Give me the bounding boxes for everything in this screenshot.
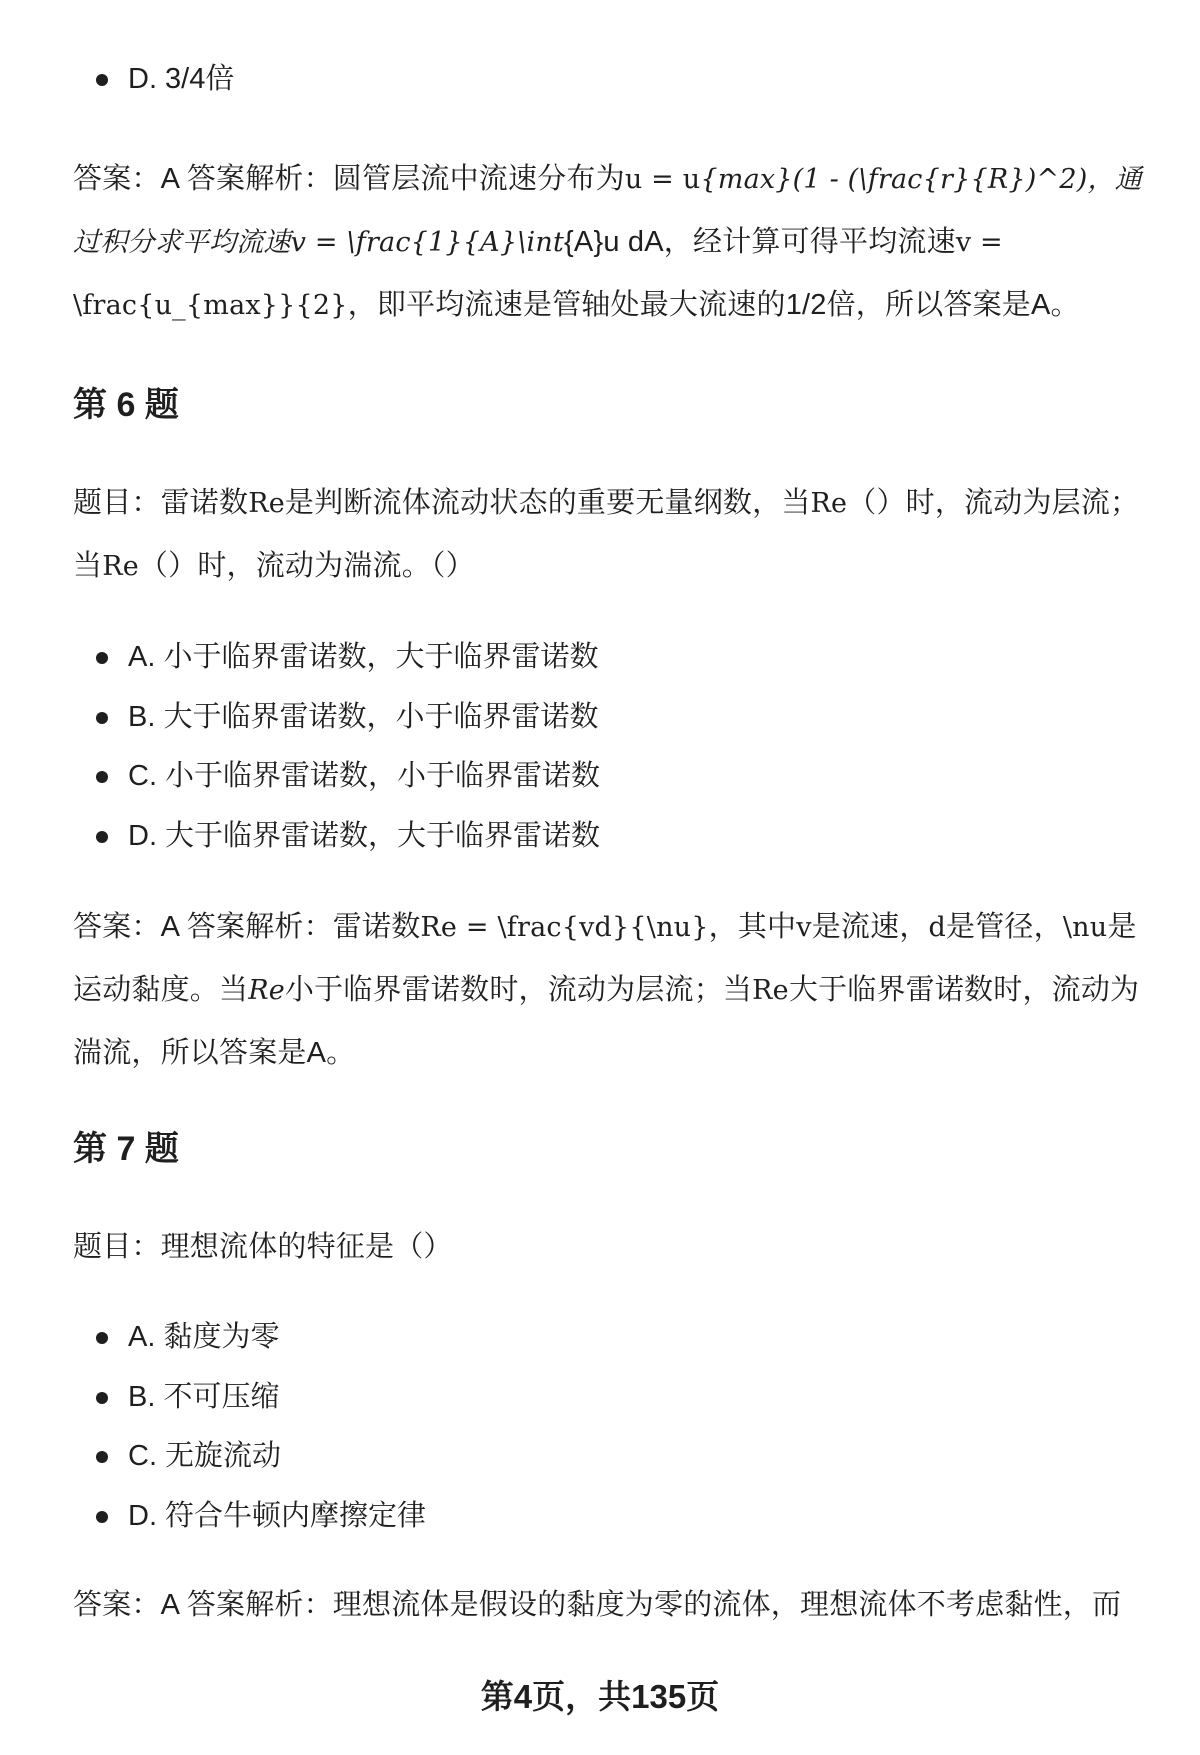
q6-option-d: D. 大于临界雷诺数，大于临界雷诺数 xyxy=(96,807,600,867)
bullet-icon xyxy=(96,831,108,843)
bullet-icon xyxy=(96,74,108,86)
q5-answer-text-2: {A}u dA，经计算可得平均流速 xyxy=(564,226,956,258)
q7-option-b: B. 不可压缩 xyxy=(96,1368,426,1428)
q6-option-c: C. 小于临界雷诺数，小于临界雷诺数 xyxy=(96,747,600,807)
q7-option-c: C. 无旋流动 xyxy=(96,1427,426,1487)
q7-question: 题目：理想流体的特征是（） xyxy=(73,1231,453,1263)
bullet-icon xyxy=(96,712,108,724)
q5-answer-text-1: 答案：A 答案解析：圆管层流中流速分布为 xyxy=(73,163,625,195)
q6-heading: 第 6 题 xyxy=(73,386,179,424)
q6-option-a: A. 小于临界雷诺数，大于临界雷诺数 xyxy=(96,628,600,688)
bullet-icon xyxy=(96,1451,108,1463)
q5-answer-formula-2: {max}(1 - (\frac{r}{R})^2)，通过积分求平均流速 xyxy=(73,164,1142,258)
bullet-icon xyxy=(96,652,108,664)
bullet-icon xyxy=(96,1511,108,1523)
q7-heading: 第 7 题 xyxy=(73,1130,179,1168)
q5-option-d-text: D. 3/4倍 xyxy=(128,63,235,95)
q6-answer: 答案：A 答案解析：雷诺数Re = \frac{vd}{\nu}，其中v是流速，d是管径，\nu是运动黏度。当Re小于临界雷诺数时，流动为层流；当Re大于临界雷诺数时，流动为湍流，所以答案是A。 xyxy=(73,911,1140,1069)
q5-answer-formula-1: u = u xyxy=(624,164,701,195)
q6-option-b: B. 大于临界雷诺数，小于临界雷诺数 xyxy=(96,688,600,748)
bullet-icon xyxy=(96,1332,108,1344)
q7-option-a: A. 黏度为零 xyxy=(96,1308,426,1368)
q5-answer-formula-3: v = \frac{1}{A}\int xyxy=(290,227,565,258)
bullet-icon xyxy=(96,771,108,783)
q6-options-list xyxy=(96,628,600,866)
q7-options-list xyxy=(96,1308,426,1546)
q5-options-list xyxy=(96,50,234,110)
q6-question: 题目：雷诺数Re是判断流体流动状态的重要无量纲数，当Re（）时，流动为层流；当Re（）时，流动为湍流。（） xyxy=(73,487,1140,582)
bullet-icon xyxy=(96,1392,108,1404)
q7-option-d: D. 符合牛顿内摩擦定律 xyxy=(96,1487,426,1547)
page-number: 第4页，共135页 xyxy=(480,1678,720,1715)
q7-answer: 答案：A 答案解析：理想流体是假设的黏度为零的流体，理想流体不考虑黏性，而 xyxy=(73,1589,1122,1621)
q5-answer-text-3: ，即平均流速是管轴处最大流速的1/2倍，所以答案是A。 xyxy=(347,289,1080,321)
q5-answer-formula-4: v = \frac{u_{max}}{2} xyxy=(73,227,1003,321)
q5-option-d xyxy=(96,50,234,110)
q5-answer xyxy=(73,148,1153,337)
